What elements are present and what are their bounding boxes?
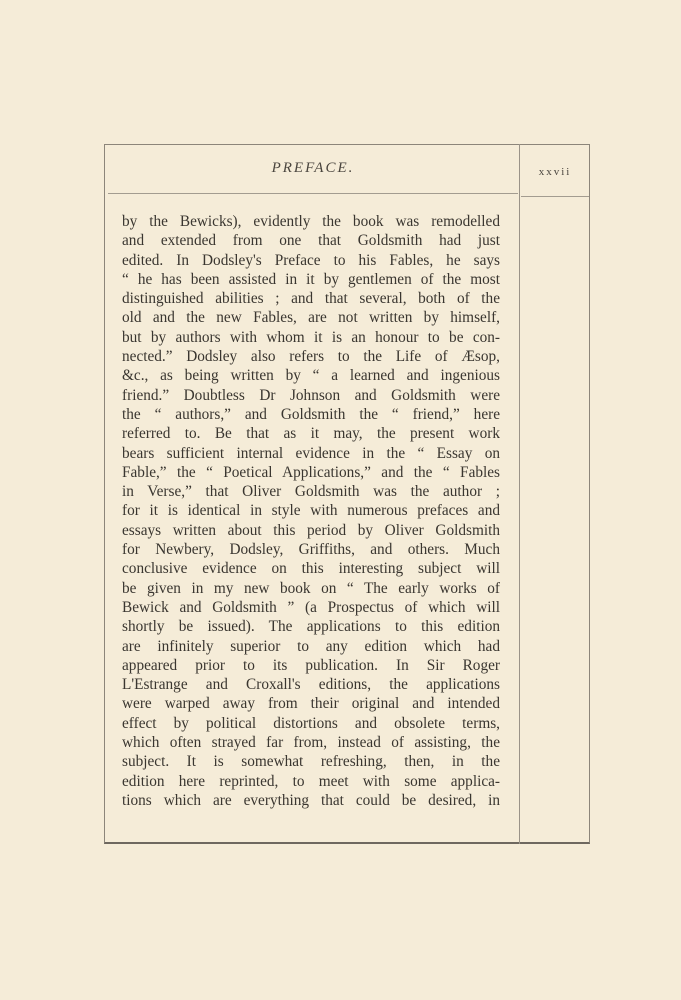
text-line: are infinitely superior to any edition which had [122,637,500,655]
text-line: edited. In Dodsley's Preface to his Fables, he says [122,251,500,269]
text-line: in Verse,” that Oliver Goldsmith was the author ; [122,483,500,501]
text-line: which often strayed far from, instead of assisting, the [122,734,500,752]
text-line: for it is identical in style with numerous prefaces and [122,502,500,520]
text-line: &c., as being written by “ a learned and ingenious [122,367,500,385]
text-line: referred to. Be that as it may, the present work [122,425,500,443]
text-line: “ he has been assisted in it by gentlemen of the most [122,270,500,288]
text-line: tions which are everything that could be desired, in [122,791,500,809]
text-line: distinguished abilities ; and that several, both of the [122,290,500,308]
text-line: by the Bewicks), evidently the book was remodelled [122,213,500,230]
page-number: xxvii [538,166,572,178]
text-line: effect by political distortions and obsolete terms, [122,714,500,732]
text-line: conclusive evidence on this interesting subject will [122,560,500,578]
text-line: were warped away from their original and intended [122,695,500,713]
text-line: be given in my new book on “ The early works of [122,579,500,597]
text-line: but by authors with whom it is an honour to be con- [122,328,500,346]
text-line: shortly be issued). The applications to this edition [122,618,500,636]
text-line: bears sufficient internal evidence in the “ Essay on [122,444,500,462]
text-line: subject. It is somewhat refreshing, then, in the [122,753,500,771]
text-line: edition here reprinted, to meet with some applica- [122,772,500,790]
text-line: nected.” Dodsley also refers to the Life of Æsop, [122,348,500,366]
text-line: Fable,” the “ Poetical Applications,” and the “ Fables [122,463,500,481]
body-text [122,212,500,810]
text-line: the “ authors,” and Goldsmith the “ friend,” here [122,405,500,423]
text-line: appeared prior to its publication. In Sir Roger [122,656,500,674]
running-head: PREFACE. [271,160,355,176]
text-line: old and the new Fables, are not written by himself, [122,309,500,327]
header-rule [108,193,518,194]
column-divider [519,144,520,844]
text-line: essays written about this period by Oliver Goldsmith [122,521,500,539]
text-line: and extended from one that Goldsmith had just [122,232,500,250]
header-rule-margin [521,196,589,197]
text-line: for Newbery, Dodsley, Griffiths, and others. Much [122,541,500,559]
text-line: L'Estrange and Croxall's editions, the applications [122,676,500,694]
text-line: Bewick and Goldsmith ” (a Prospectus of which will [122,598,500,616]
text-line: friend.” Doubtless Dr Johnson and Goldsmith were [122,386,500,404]
